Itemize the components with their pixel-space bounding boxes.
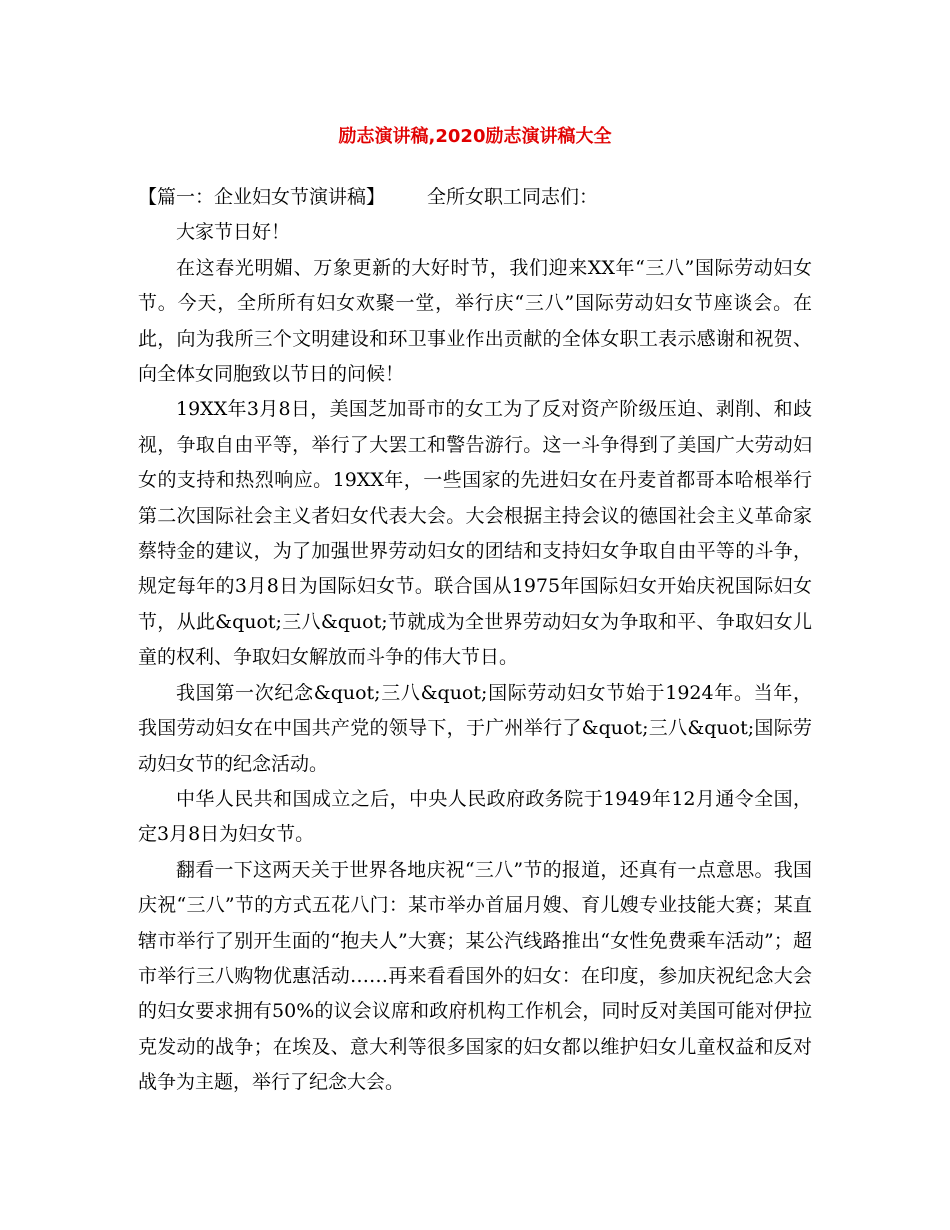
heading-line (138, 180, 812, 215)
paragraph: 翻看一下这两天关于世界各地庆祝“三八”节的报道，还真有一点意思。我国庆祝“三八”节的方式五花八门：某市举办首届月嫂、育儿嫂专业技能大赛；某直辖市举行了别开生面的“抱夫人”大赛；某公汽线路推出“女性免费乘车活动”；超市举行三八购物优惠活动……再来看看国外的妇女：在印度，参加庆祝纪念大会的妇女要求拥有50%的议会议席和政府机构工作机会，同时反对美国可能对伊拉克发动的战争；在埃及、意大利等很多国家的妇女都以维护妇女儿童权益和反对战争为主题，举行了纪念大会。 (138, 858, 812, 1094)
paragraph: 在这春光明媚、万象更新的大好时节，我们迎来XX年“三八”国际劳动妇女节。今天，全所所有妇女欢聚一堂，举行庆“三八”国际劳动妇女节座谈会。在此，向为我所三个文明建设和环卫事业作出贡献的全体女职工表示感谢和祝贺、向全体女同胞致以节日的问候！ (138, 256, 812, 386)
salutation: 全所女职工同志们： (427, 186, 599, 208)
document-title: 励志演讲稿,2020励志演讲稿大全 (338, 126, 612, 147)
section-heading: 【篇一：企业妇女节演讲稿】 (138, 186, 386, 208)
paragraph-greeting: 大家节日好！ (176, 221, 291, 244)
paragraph: 我国第一次纪念&quot;三八&quot;国际劳动妇女节始于1924年。当年，我国劳动妇女在中国共产党的领导下，于广州举行了&quot;三八&quot;国际劳动妇女节的纪念活动。 (138, 681, 812, 775)
document-body (138, 180, 812, 1101)
paragraph: 19XX年3月8日，美国芝加哥市的女工为了反对资产阶级压迫、剥削、和歧视，争取自由平等，举行了大罢工和警告游行。这一斗争得到了美国广大劳动妇女的支持和热烈响应。19XX年，一些国家的先进妇女在丹麦首都哥本哈根举行第二次国际社会主义者妇女代表大会。大会根据主持会议的德国社会主义革命家蔡特金的建议，为了加强世界劳动妇女的团结和支持妇女争取自由平等的斗争，规定每年的3月8日为国际妇女节。联合国从1975年国际妇女开始庆祝国际妇女节，从此&quot;三八&quot;节就成为全世界劳动妇女为争取和平、争取妇女儿童的权利、争取妇女解放而斗争的伟大节日。 (138, 398, 812, 669)
paragraph: 中华人民共和国成立之后，中央人民政府政务院于1949年12月通令全国，定3月8日为妇女节。 (138, 787, 812, 846)
